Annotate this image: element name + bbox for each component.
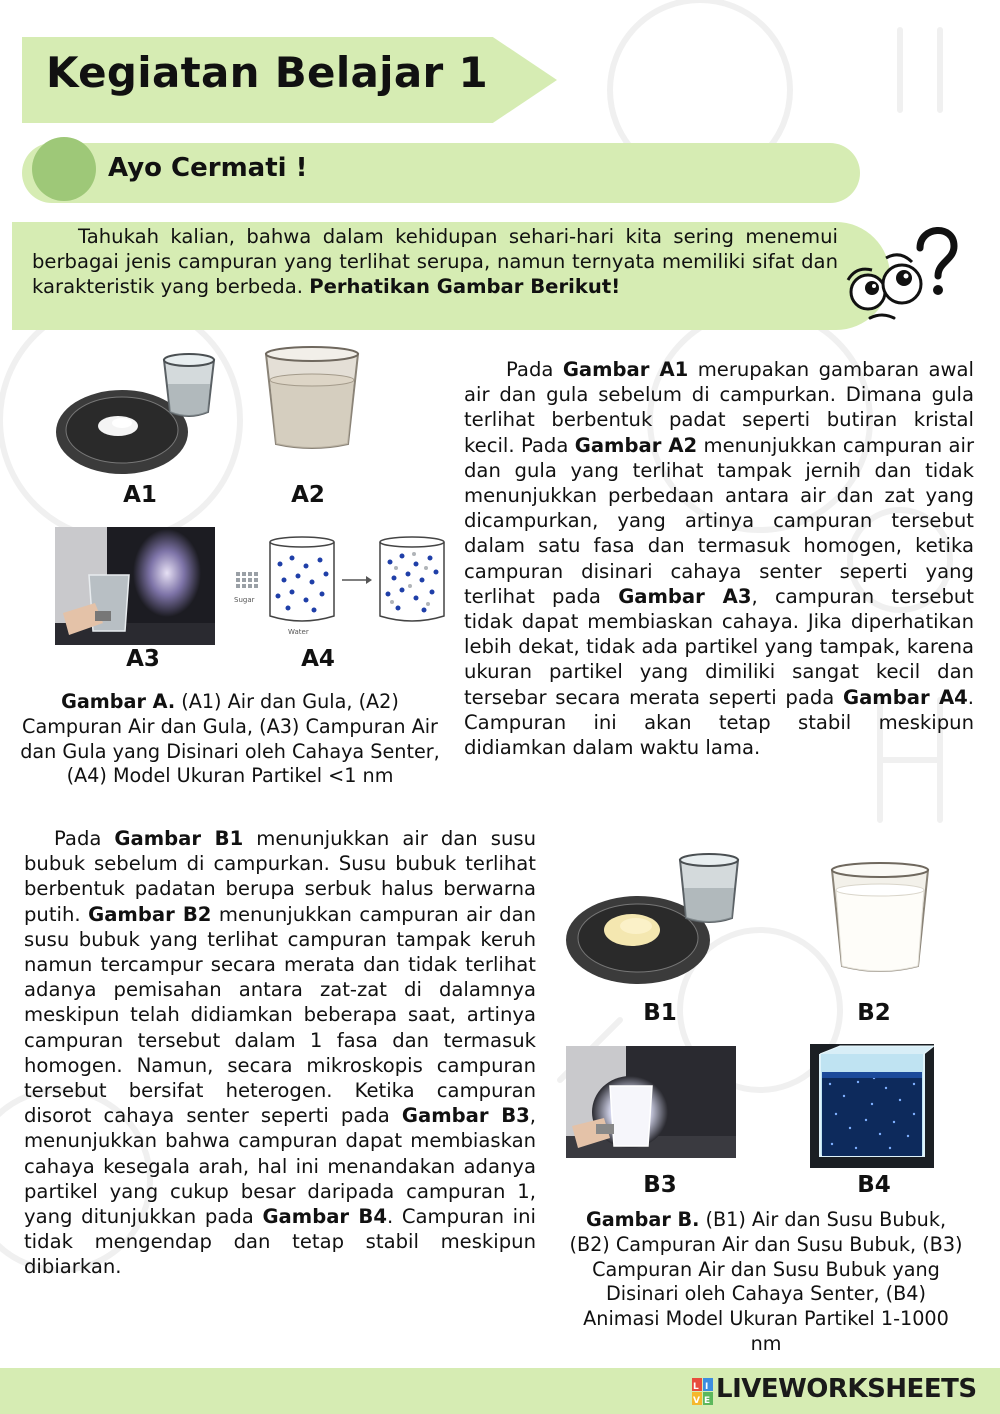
- figure-b3-flashlight-milk-image: [566, 1046, 736, 1158]
- figure-a1-sugar-water-image: [52, 350, 224, 476]
- logo-letter-l: L: [693, 1382, 699, 1392]
- figure-b2-milk-mixture-image: [828, 862, 932, 976]
- figure-a-caption: Gambar A. (A1) Air dan Gula, (A2) Campuran Air dan Gula, (A3) Campuran Air dan Gula yang Disinari oleh Cahaya Senter, (A4) Model Ukuran Partikel <1 nm: [20, 690, 440, 788]
- page-title: Kegiatan Belajar 1: [46, 48, 488, 97]
- figure-b1-label: B1: [643, 1000, 677, 1026]
- liveworksheets-logo-icon: [692, 1378, 714, 1406]
- figure-a3-label: A3: [126, 646, 160, 672]
- liveworksheets-brand[interactable]: LIVEWORKSHEETS: [716, 1374, 977, 1404]
- figure-a2-clear-mixture-image: [262, 346, 362, 452]
- water-label: Water: [288, 628, 309, 636]
- figure-b4-label: B4: [857, 1172, 891, 1198]
- question-face-icon: [842, 218, 962, 330]
- logo-letter-i: I: [705, 1382, 709, 1392]
- paragraph-b: Pada Gambar B1 menunjukkan air dan susu bubuk sebelum di campurkan. Susu bubuk terlihat berbentuk padatan berupa serbuk halus berwarna putih. Gambar B2 menunjukkan campuran air dan susu bubuk yang terlihat campuran tampak keruh namun tercampur secara merata dan tidak terlihat adanya pemisahan antara zat-zat di dalamnya meskipun telah didiamkan beberapa saat, artinya campuran tersebut dalam 1 fasa dan termasuk homogen. Namun, secara mikroskopis campuran tersebut bersifat heterogen. Ketika campuran disorot cahaya senter seperti pada Gambar B3, menunjukkan bahwa campuran dapat membiaskan cahaya kesegala arah, hal ini menandakan adanya partikel yang cukup besar daripada campuran 1, yang ditunjukkan pada Gambar B4. Campuran ini tidak mengendap dan tetap stabil meskipun dibiarkan.: [24, 827, 536, 1279]
- figure-b-caption: Gambar B. (B1) Air dan Susu Bubuk, (B2) Campuran Air dan Susu Bubuk, (B3) Campuran Air dan Susu Bubuk yang Disinari oleh Cahaya Senter, (B4) Animasi Model Ukuran Partikel 1-1000 nm: [569, 1208, 963, 1355]
- figure-a4-particle-model-image: [232, 534, 450, 638]
- figure-a4-label: A4: [301, 646, 335, 672]
- figure-a1-label: A1: [123, 482, 157, 508]
- figure-a2-label: A2: [291, 482, 325, 508]
- intro-text: Tahukah kalian, bahwa dalam kehidupan sehari-hari kita sering menemui berbagai jenis campuran yang terlihat serupa, namun ternyata memiliki sifat dan karakteristik yang berbeda. Perhatikan Gambar Berikut!: [32, 225, 838, 299]
- figure-b4-particle-animation-image: [810, 1044, 934, 1168]
- logo-letter-v: V: [693, 1396, 700, 1406]
- figure-b2-label: B2: [857, 1000, 891, 1026]
- paragraph-a: Pada Gambar A1 merupakan gambaran awal air dan gula sebelum di campurkan. Dimana gula terlihat berbentuk padat seperti butiran kristal kecil. Pada Gambar A2 menunjukkan campuran air dan gula yang terlihat tampak jernih dan tidak menunjukkan perbedaan antara air dan zat yang dicampurkan, yang artinya campuran tersebut dalam satu fasa dan termasuk homogen, ketika campuran disinari cahaya senter seperti yang terlihat pada Gambar A3, campuran tersebut tidak dapat membiaskan cahaya. Jika diperhatikan lebih dekat, tidak ada partikel yang tampak, karena ukuran partikel yang dimiliki sangat kecil dan tersebar secara merata seperti pada Gambar A4. Campuran ini akan tetap stabil meskipun didiamkan dalam waktu lama.: [464, 358, 974, 760]
- figure-a3-flashlight-image: [55, 527, 215, 645]
- section-title: Ayo Cermati !: [108, 153, 308, 183]
- figure-b3-label: B3: [643, 1172, 677, 1198]
- logo-letter-e: E: [704, 1396, 711, 1406]
- subtitle-circle: [32, 137, 96, 201]
- figure-b1-milk-powder-water-image: [562, 852, 750, 986]
- sugar-label: Sugar: [234, 596, 255, 604]
